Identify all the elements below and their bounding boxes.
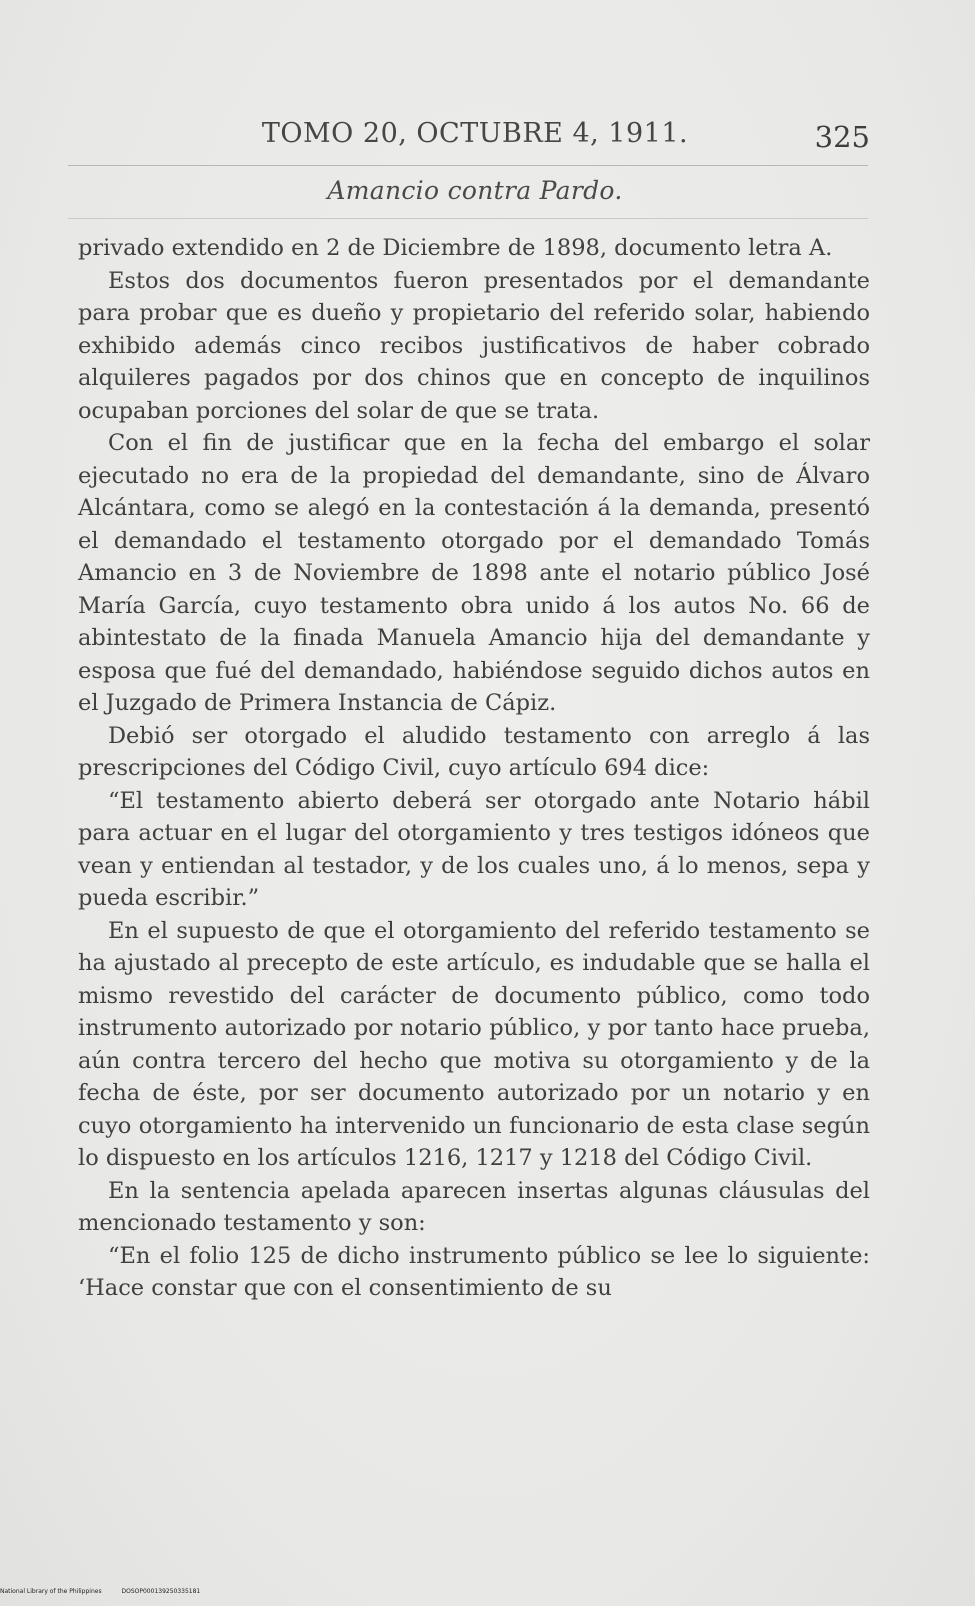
header-rule xyxy=(68,165,868,166)
footer-library: National Library of the Philippines xyxy=(0,1588,102,1595)
paragraph: En el supuesto de que el otorgamiento del referido testamento se ha ajustado al precepto de este artículo, es indudable que se halla el mismo revestido del carácter de documento público, como todo instrumento autorizado por notario público, y por tanto hace prueba, aún contra tercero del hecho que motiva su otorgamiento y de la fecha de éste, por ser documento autorizado por un notario y en cuyo otorgamiento ha intervenido un funcionario de esta clase según lo dispuesto en los artículos 1216, 1217 y 1218 del Código Civil. xyxy=(78,917,870,1171)
footer-id: DOSOP000139250335181 xyxy=(121,1588,201,1595)
paragraph: Estos dos documentos fueron presentados por el demandante para probar que es dueño y propietario del referido solar, habiendo exhibido además cinco recibos justificativos de haber cobrado alquileres pagados por dos chinos que en concepto de inquilinos ocupaban porciones del solar de que se trata. xyxy=(78,267,870,424)
paragraph: privado extendido en 2 de Diciembre de 1898, documento letra A. xyxy=(78,235,833,261)
scan-footer xyxy=(0,1588,218,1595)
running-title: TOMO 20, OCTUBRE 4, 1911. xyxy=(261,118,689,149)
case-title-rule xyxy=(68,218,868,219)
paragraph: Con el fin de justificar que en la fecha del embargo el solar ejecutado no era de la propiedad del demandante, sino de Álvaro Alcántara, como se alegó en la contestación á la demanda, presentó el demandado el testamento otorgado por el demandado Tomás Amancio en 3 de Noviembre de 1898 ante el notario público José María García, cuyo testamento obra unido á los autos No. 66 de abintestato de la finada Manuela Amancio hija del demandante y esposa que fué del demandado, habiéndose seguido dichos autos en el Juzgado de Primera Instancia de Cápiz. xyxy=(78,430,870,716)
quoted-paragraph: “En el folio 125 de dicho instrumento público se lee lo siguiente: ‘Hace constar que con el consentimiento de su xyxy=(78,1242,870,1301)
body-text xyxy=(78,232,870,1305)
paragraph: Debió ser otorgado el aludido testamento con arreglo á las prescripciones del Código Civil, cuyo artículo 694 dice: xyxy=(78,722,870,781)
page-number: 325 xyxy=(814,120,870,154)
page-header xyxy=(80,118,870,162)
case-title: Amancio contra Pardo. xyxy=(327,176,623,205)
quoted-paragraph: “El testamento abierto deberá ser otorgado ante Notario hábil para actuar en el lugar del otorgamiento y tres testigos idóneos que vean y entiendan al testador, y de los cuales uno, á lo menos, sepa y pueda escribir.” xyxy=(78,787,870,911)
paragraph: En la sentencia apelada aparecen insertas algunas cláusulas del mencionado testamento y son: xyxy=(78,1177,870,1236)
